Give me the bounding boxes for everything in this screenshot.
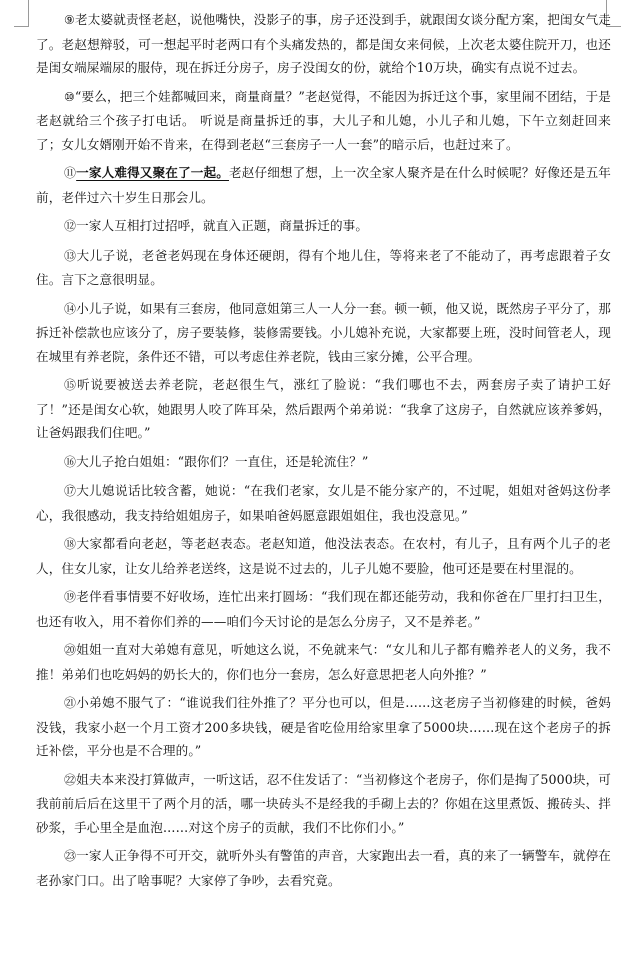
paragraph-text: 老伴看事情要不好收场，连忙出来打圆场：“我们现在都还能劳动，我和你爸在厂里打扫卫生，也还有收入，用不着你们养的——咱们今天讨论的是怎么分房子，又不是养老。” xyxy=(36,589,611,629)
underlined-lead-sentence: 一家人难得又聚在了一起。 xyxy=(76,165,229,180)
paragraph-text: 一家人正争得不可开交，就听外头有警笛的声音，大家跑出去一看，真的来了一辆警车，就停在老孙家门口。出了啥事呢？大家停了争吵，去看究竟。 xyxy=(36,848,612,888)
paragraph-text: 小弟媳不服气了：“谁说我们往外推了？平分也可以，但是……这老房子当初修建的时候，爸妈没钱，我家小赵一个月工资才200多块钱，硬是省吃俭用给家里拿了5000块……现在这个老房子的拆迁补偿，平分也是不合理的。” xyxy=(36,695,611,758)
paragraph-text: 老赵仔细想了想，上一次全家人聚齐是在什么时候呢？好像还是五年前，老伴过六十岁生日那会儿。 xyxy=(36,165,612,205)
paragraph-number: ⑱ xyxy=(64,537,77,551)
paragraph-text: 大儿子说，老爸老妈现在身体还硬朗，得有个地儿住，等将来老了不能动了，再考虑跟着子女住。言下之意很明显。 xyxy=(36,247,611,287)
paragraph-text: 一家人互相打过招呼，就直入正题，商量拆迁的事。 xyxy=(76,218,369,233)
paragraph-17 xyxy=(36,479,611,527)
corner-mark-top-left xyxy=(14,0,29,27)
paragraph-10 xyxy=(36,85,611,157)
paragraph-19 xyxy=(36,585,611,633)
paragraph-13 xyxy=(36,244,611,292)
paragraph-15 xyxy=(36,373,611,445)
paragraph-11 xyxy=(36,161,611,209)
paragraph-text: 老太婆就责怪老赵，说他嘴快，没影子的事，房子还没到手，就跟闺女谈分配方案，把闺女气走了。老赵想辩驳，可一想起平时老两口有个头痛发热的，都是闺女来伺候，上次老太婆住院开刀，也还是闺女端屎端尿的服侍，现在拆迁分房子，房子没闺女的份，就给个10万块，确实有点说不过去。 xyxy=(36,12,612,75)
paragraph-14 xyxy=(36,297,611,369)
paragraph-text: 大儿子抢白姐姐：“跟你们？一直住，还是轮流住？” xyxy=(76,453,369,469)
paragraph-text: “要么，把三个娃都喊回来，商量商量？”老赵觉得，不能因为拆迁这个事，家里闹不团结，于是老赵就给三个孩子打电话。 听说是商量拆迁的事，大儿子和儿媳，小儿子和儿媳，下午立刻赶回来了；女儿女婿刚开始不肯来，在得到老赵“三套房子一人一套”的暗示后，也赶过来了。 xyxy=(36,88,611,152)
paragraph-number: ⑩ xyxy=(64,89,75,104)
paragraph-number: ⑬ xyxy=(64,248,77,263)
paragraph-text: 姐夫本来没打算做声，一听这话，忍不住发话了：“当初修这个老房子，你们是掏了5000块，可我前前后后在这里干了两个月的活，哪一块砖头不是经我的手砌上去的？你姐在这里煮饭、搬砖头、拌砂浆，手心里全是血泡……对这个房子的贡献，我们不比你们小。” xyxy=(36,771,611,835)
paragraph-12 xyxy=(36,214,611,239)
paragraph-number: ⑭ xyxy=(64,301,77,316)
paragraph-number: ⑲ xyxy=(64,590,77,604)
paragraph-22 xyxy=(36,768,611,840)
paragraph-number: ㉑ xyxy=(64,696,77,710)
paragraph-18 xyxy=(36,532,611,580)
document-body xyxy=(36,8,611,897)
paragraph-number: ⑮ xyxy=(64,378,77,392)
paragraph-number: ㉓ xyxy=(64,849,77,863)
paragraph-16 xyxy=(36,450,611,475)
paragraph-number: ⑫ xyxy=(64,219,77,233)
paragraph-text: 大儿媳说话比较含蓄，她说：“在我们老家，女儿是不能分家产的，不过呢，姐姐对爸妈这份孝心，我很感动，我支持给姐姐房子，如果咱爸妈愿意跟姐姐住，我也没意见。” xyxy=(36,483,611,523)
paragraph-text: 大家都看向老赵，等老赵表态。老赵知道，他没法表态。在农村，有儿子，且有两个儿子的老人，住女儿家，让女儿给养老送终，这是说不过去的，儿子儿媳不要脸，他可还是要在村里混的。 xyxy=(36,536,611,576)
paragraph-number: ⑰ xyxy=(64,484,77,498)
paragraph-number: ㉒ xyxy=(64,772,77,787)
paragraph-20 xyxy=(36,638,611,686)
paragraph-number: ⑯ xyxy=(64,454,77,469)
paragraph-21 xyxy=(36,691,611,763)
paragraph-text: 听说要被送去养老院，老赵很生气，涨红了脸说：“我们哪也不去，两套房子卖了请护工好了！”还是闺女心软，她跟男人咬了阵耳朵，然后跟两个弟弟说：“我拿了这房子，自然就应该养爹妈，让爸妈跟我们住吧。” xyxy=(36,377,611,440)
paragraph-number: ⑨ xyxy=(64,13,75,27)
paragraph-number: ⑳ xyxy=(64,643,77,657)
paragraph-number: ⑪ xyxy=(64,166,77,180)
paragraph-text: 小儿子说，如果有三套房，他同意姐第三人一人分一套。顿一顿，他又说，既然房子平分了，那拆迁补偿款也应该分了，房子要装修，装修需要钱。小儿媳补充说，大家都要上班，没时间管老人，现在城里有养老院，条件还不错，可以考虑住养老院，钱由三家分摊，公平合理。 xyxy=(36,300,612,364)
paragraph-text: 姐姐一直对大弟媳有意见，听她这么说，不免就来气：“女儿和儿子都有赡养老人的义务，我不推！弟弟们也吃妈妈的奶长大的，你们也分一套房，怎么好意思把老人向外推？” xyxy=(36,642,611,682)
paragraph-23 xyxy=(36,844,611,892)
paragraph-9 xyxy=(36,8,611,80)
